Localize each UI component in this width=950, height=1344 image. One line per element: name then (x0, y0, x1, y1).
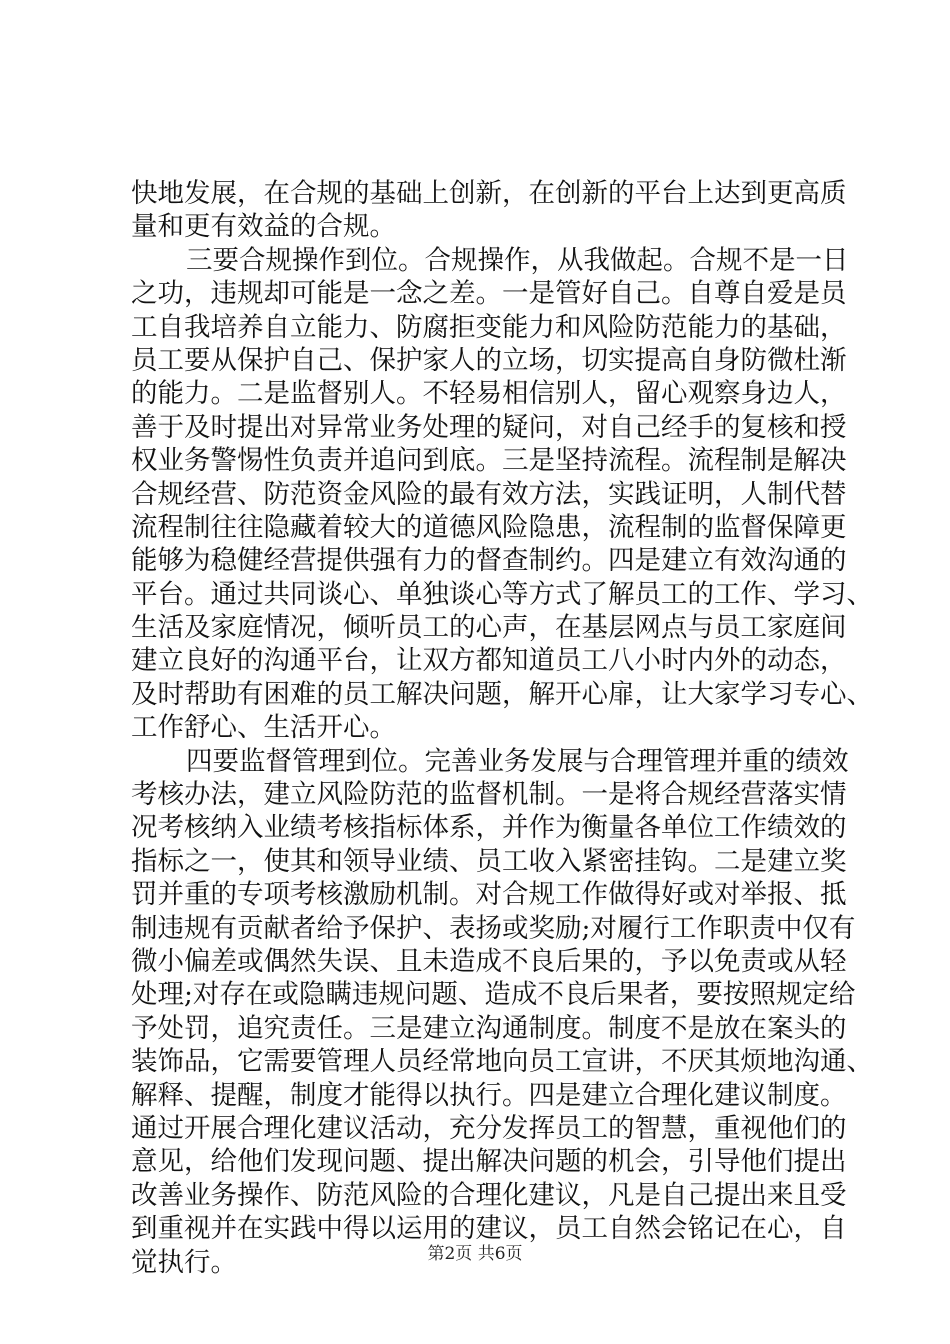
text-line: 罚并重的专项考核激励机制。对合规工作做得好或对举报、抵 (131, 879, 847, 911)
text-line: 装饰品，它需要管理人员经常地向员工宣讲，不厌其烦地沟通、 (131, 1046, 873, 1078)
text-line: 快地发展，在合规的基础上创新，在创新的平台上达到更高质 (131, 178, 847, 209)
text-line: 处理;对存在或隐瞒违规问题、造成不良后果者，要按照规定给 (131, 979, 856, 1011)
text-line: 权业务警惕性负责并追问到底。三是坚持流程。流程制是解决 (131, 445, 847, 477)
text-line: 的能力。二是监督别人。不轻易相信别人，留心观察身边人， (131, 378, 847, 410)
document-body (131, 177, 873, 1279)
text-line: 微小偏差或偶然失误、且未造成不良后果的，予以免责或从轻 (131, 945, 847, 977)
text-line: 解释、提醒，制度才能得以执行。四是建立合理化建议制度。 (131, 1079, 847, 1111)
text-line: 员工要从保护自己、保护家人的立场，切实提高自身防微杜渐 (131, 344, 847, 376)
text-line: 及时帮助有困难的员工解决问题，解开心扉，让大家学习专心、 (131, 678, 873, 710)
paragraph-start-line: 四要监督管理到位。完善业务发展与合理管理并重的绩效 (186, 745, 849, 777)
text-line: 量和更有效益的合规。 (131, 211, 396, 243)
page-number-footer: 第2页 共6页 (427, 1244, 523, 1264)
paragraph-start-line: 三要合规操作到位。合规操作，从我做起。合规不是一日 (186, 244, 849, 276)
text-line: 能够为稳健经营提供强有力的督查制约。四是建立有效沟通的 (131, 545, 847, 577)
text-line: 流程制往往隐藏着较大的道德风险隐患，流程制的监督保障更 (131, 511, 847, 543)
text-line: 予处罚，追究责任。三是建立沟通制度。制度不是放在案头的 (131, 1012, 847, 1044)
text-line: 工作舒心、生活开心。 (131, 712, 396, 744)
text-line: 建立良好的沟通平台，让双方都知道员工八小时内外的动态， (131, 645, 847, 677)
text-line: 考核办法，建立风险防范的监督机制。一是将合规经营落实情 (131, 779, 847, 811)
text-line: 意见，给他们发现问题、提出解决问题的机会，引导他们提出 (131, 1146, 847, 1178)
text-line: 到重视并在实践中得以运用的建议，员工自然会铭记在心，自 (131, 1213, 847, 1245)
text-line: 制违规有贡献者给予保护、表扬或奖励;对履行工作职责中仅有 (131, 912, 856, 944)
text-line: 通过开展合理化建议活动，充分发挥员工的智慧，重视他们的 (131, 1112, 847, 1144)
text-line: 平台。通过共同谈心、单独谈心等方式了解员工的工作、学习、 (131, 578, 873, 610)
text-line: 况考核纳入业绩考核指标体系，并作为衡量各单位工作绩效的 (131, 812, 847, 844)
text-line: 工自我培养自立能力、防腐拒变能力和风险防范能力的基础， (131, 311, 847, 343)
text-line: 觉执行。 (131, 1246, 237, 1278)
text-line: 善于及时提出对异常业务处理的疑问，对自己经手的复核和授 (131, 411, 847, 443)
text-line: 改善业务操作、防范风险的合理化建议，凡是自己提出来且受 (131, 1179, 847, 1211)
text-line: 之功，违规却可能是一念之差。一是管好自己。自尊自爱是员 (131, 278, 847, 310)
text-line: 生活及家庭情况，倾听员工的心声，在基层网点与员工家庭间 (131, 612, 847, 644)
text-line: 指标之一，使其和领导业绩、员工收入紧密挂钩。二是建立奖 (131, 845, 847, 877)
text-line: 合规经营、防范资金风险的最有效方法，实践证明，人制代替 (131, 478, 847, 510)
